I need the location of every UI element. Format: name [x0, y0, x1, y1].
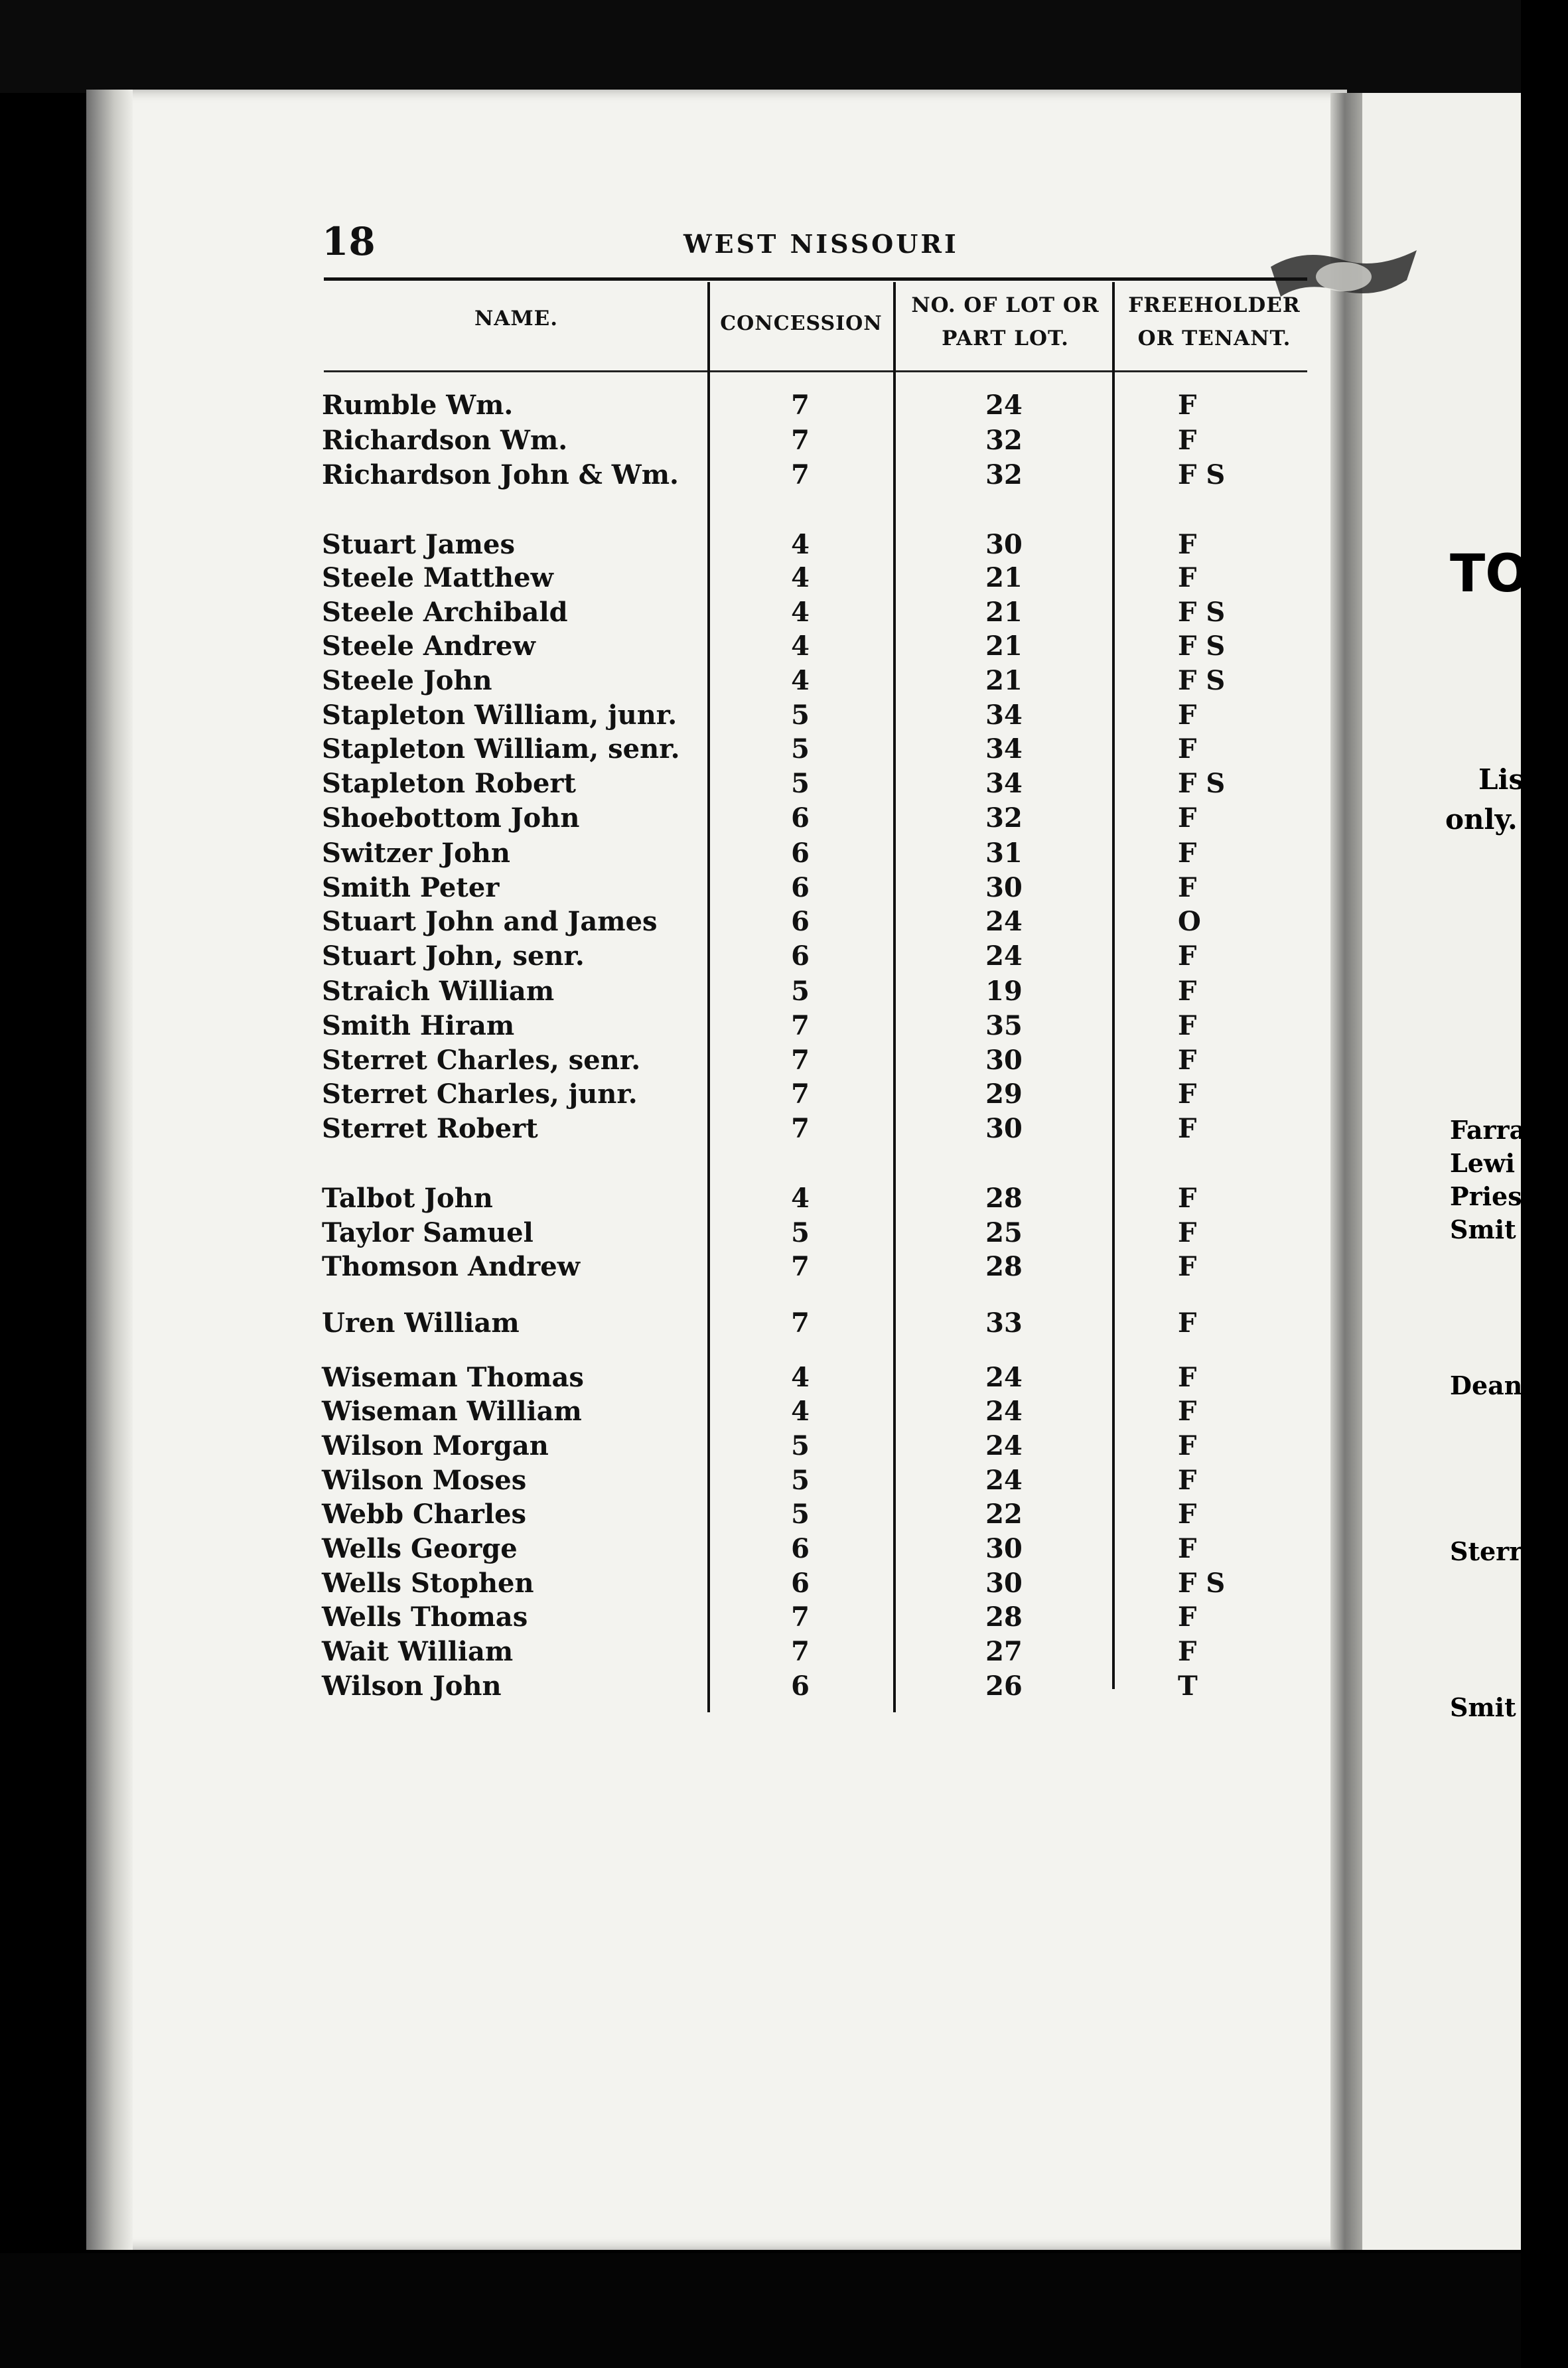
cell-concession: 5	[791, 768, 810, 799]
table-row	[0, 939, 1327, 974]
table-row	[0, 1216, 1327, 1250]
cell-lot: 33	[985, 1307, 1023, 1339]
cell-freeholder: F	[1178, 1078, 1197, 1110]
table-row	[0, 664, 1327, 698]
scan-background-top	[0, 0, 1521, 93]
cell-lot: 30	[985, 529, 1023, 560]
cell-freeholder: F	[1178, 976, 1197, 1007]
cell-freeholder: F	[1178, 733, 1197, 765]
column-header-name: NAME.	[474, 307, 559, 331]
cell-name: Wells George	[322, 1533, 518, 1564]
cell-concession: 4	[791, 665, 810, 696]
table-row	[0, 1181, 1327, 1216]
cell-name: Straich William	[322, 976, 555, 1007]
cell-name: Taylor Samuel	[322, 1217, 534, 1248]
binding-fold	[1330, 93, 1362, 2250]
table-row	[0, 1463, 1327, 1498]
facing-page-line1: Lis	[1478, 763, 1525, 796]
table-row	[0, 732, 1327, 767]
facing-page-heading: TOV	[1450, 544, 1568, 604]
cell-concession: 5	[791, 1465, 810, 1496]
facing-page-name: Dean	[1450, 1370, 1523, 1400]
cell-lot: 28	[985, 1183, 1023, 1214]
facing-page-name: Smit	[1450, 1692, 1516, 1722]
facing-page-name: Sterr	[1450, 1536, 1523, 1566]
cell-freeholder: F S	[1178, 630, 1226, 662]
cell-name: Wells Stophen	[322, 1568, 534, 1599]
table-row	[0, 974, 1327, 1009]
cell-freeholder: F	[1178, 838, 1197, 869]
cell-concession: 7	[791, 1636, 810, 1667]
table-row	[0, 801, 1327, 836]
cell-freeholder: T	[1178, 1670, 1198, 1702]
cell-freeholder: F	[1178, 425, 1197, 456]
cell-concession: 6	[791, 1670, 810, 1702]
cell-name: Shoebottom John	[322, 802, 580, 834]
cell-freeholder: F	[1178, 562, 1197, 593]
cell-name: Wilson Moses	[322, 1465, 527, 1496]
cell-lot: 24	[985, 940, 1023, 972]
table-row	[0, 1250, 1327, 1284]
cell-freeholder: F	[1178, 1045, 1197, 1076]
table-row	[0, 528, 1327, 562]
cell-lot: 24	[985, 906, 1023, 937]
column-header-concession: CONCESSION	[720, 312, 883, 335]
cell-concession: 4	[791, 1362, 810, 1393]
cell-freeholder: F	[1178, 1307, 1197, 1339]
cell-freeholder: F	[1178, 1362, 1197, 1393]
cell-name: Wells Thomas	[322, 1601, 528, 1633]
cell-concession: 7	[791, 1601, 810, 1633]
table-row	[0, 1112, 1327, 1146]
cell-name: Wilson John	[322, 1670, 502, 1702]
table-row	[0, 871, 1327, 905]
column-header-lot	[896, 289, 1115, 355]
facing-page-name: Pries	[1450, 1181, 1522, 1211]
cell-freeholder: F	[1178, 1636, 1197, 1667]
cell-freeholder: F	[1178, 1396, 1197, 1427]
cell-lot: 25	[985, 1217, 1023, 1248]
table-row	[0, 1043, 1327, 1078]
cell-name: Steele Andrew	[322, 630, 535, 662]
cell-lot: 27	[985, 1636, 1023, 1667]
cell-lot: 30	[985, 1045, 1023, 1076]
table-row	[0, 767, 1327, 801]
cell-freeholder: F	[1178, 1010, 1197, 1041]
table-row	[0, 423, 1327, 458]
cell-concession: 4	[791, 597, 810, 628]
cell-concession: 5	[791, 1430, 810, 1461]
table-row	[0, 1306, 1327, 1341]
table-row	[0, 1600, 1327, 1635]
table-row	[0, 595, 1327, 630]
cell-lot: 28	[985, 1601, 1023, 1633]
cell-freeholder: F	[1178, 802, 1197, 834]
table-row	[0, 629, 1327, 664]
cell-freeholder: F	[1178, 1601, 1197, 1633]
cell-name: Stuart John, senr.	[322, 940, 585, 972]
table-row	[0, 698, 1327, 733]
cell-lot: 21	[985, 630, 1023, 662]
cell-lot: 32	[985, 802, 1023, 834]
cell-name: Steele Archibald	[322, 597, 568, 628]
cell-freeholder: F	[1178, 1113, 1197, 1144]
cell-name: Talbot John	[322, 1183, 493, 1214]
cell-lot: 31	[985, 838, 1023, 869]
table-row	[0, 1429, 1327, 1463]
cell-name: Steele John	[322, 665, 492, 696]
cell-lot: 32	[985, 425, 1023, 456]
cell-name: Uren William	[322, 1307, 520, 1339]
facing-page-line2: only.	[1445, 803, 1518, 836]
cell-concession: 4	[791, 529, 810, 560]
cell-freeholder: F S	[1178, 768, 1226, 799]
cell-name: Steele Matthew	[322, 562, 553, 593]
cell-concession: 5	[791, 1499, 810, 1530]
cell-concession: 6	[791, 802, 810, 834]
cell-name: Smith Peter	[322, 872, 500, 903]
cell-lot: 34	[985, 733, 1023, 765]
header-bottom-rule	[324, 370, 1307, 372]
table-row	[0, 561, 1327, 595]
cell-lot: 22	[985, 1499, 1023, 1530]
cell-name: Stuart John and James	[322, 906, 658, 937]
column-header-freeholder-line2: OR TENANT.	[1137, 327, 1291, 350]
cell-name: Richardson Wm.	[322, 425, 568, 456]
cell-freeholder: F	[1178, 1183, 1197, 1214]
cell-name: Sterret Charles, senr.	[322, 1045, 641, 1076]
cell-name: Thomson Andrew	[322, 1251, 581, 1282]
table-row	[0, 1009, 1327, 1043]
cell-freeholder: F S	[1178, 665, 1226, 696]
column-header-lot-line2: PART LOT.	[942, 327, 1069, 350]
cell-concession: 7	[791, 1045, 810, 1076]
cell-name: Stapleton Robert	[322, 768, 576, 799]
cell-concession: 4	[791, 1396, 810, 1427]
cell-name: Rumble Wm.	[322, 390, 514, 421]
cell-name: Richardson John & Wm.	[322, 459, 679, 490]
table-row	[0, 1077, 1327, 1112]
cell-lot: 28	[985, 1251, 1023, 1282]
column-header-lot-line1: NO. OF LOT OR	[911, 293, 1100, 317]
cell-freeholder: F	[1178, 1217, 1197, 1248]
cell-concession: 7	[791, 1113, 810, 1144]
cell-lot: 21	[985, 562, 1023, 593]
cell-concession: 6	[791, 940, 810, 972]
cell-lot: 24	[985, 1362, 1023, 1393]
cell-lot: 21	[985, 665, 1023, 696]
cell-concession: 7	[791, 1251, 810, 1282]
cell-name: Switzer John	[322, 838, 510, 869]
cell-concession: 6	[791, 1568, 810, 1599]
cell-lot: 24	[985, 390, 1023, 421]
facing-page-name: Farra	[1450, 1115, 1526, 1145]
table-row	[0, 836, 1327, 871]
cell-freeholder: F	[1178, 1533, 1197, 1564]
cell-name: Wiseman William	[322, 1396, 582, 1427]
table-row	[0, 1394, 1327, 1429]
cell-name: Stuart James	[322, 529, 515, 560]
cell-lot: 24	[985, 1465, 1023, 1496]
cell-freeholder: F	[1178, 700, 1197, 731]
cell-freeholder: F S	[1178, 459, 1226, 490]
cell-name: Webb Charles	[322, 1499, 527, 1530]
table-row	[0, 1361, 1327, 1395]
header-top-rule	[324, 277, 1307, 281]
cell-freeholder: F	[1178, 940, 1197, 972]
cell-concession: 7	[791, 1078, 810, 1110]
cell-concession: 5	[791, 733, 810, 765]
cell-concession: 7	[791, 425, 810, 456]
cell-lot: 24	[985, 1430, 1023, 1461]
cell-concession: 6	[791, 838, 810, 869]
cell-lot: 21	[985, 597, 1023, 628]
column-header-freeholder-line1: FREEHOLDER	[1128, 293, 1301, 317]
cell-concession: 5	[791, 976, 810, 1007]
cell-freeholder: F	[1178, 1499, 1197, 1530]
table-row	[0, 1532, 1327, 1566]
table-row	[0, 1566, 1327, 1601]
cell-concession: 7	[791, 1307, 810, 1339]
cell-concession: 4	[791, 562, 810, 593]
cell-name: Stapleton William, junr.	[322, 700, 677, 731]
cell-concession: 5	[791, 1217, 810, 1248]
table-row	[0, 905, 1327, 939]
cell-concession: 4	[791, 630, 810, 662]
cell-lot: 32	[985, 459, 1023, 490]
cell-freeholder: O	[1178, 906, 1201, 937]
cell-freeholder: F	[1178, 529, 1197, 560]
cell-freeholder: F S	[1178, 1568, 1226, 1599]
cell-concession: 6	[791, 906, 810, 937]
cell-freeholder: F S	[1178, 597, 1226, 628]
page-number: 18	[322, 219, 376, 264]
cell-concession: 6	[791, 1533, 810, 1564]
cell-lot: 26	[985, 1670, 1023, 1702]
cell-concession: 5	[791, 700, 810, 731]
cell-freeholder: F	[1178, 872, 1197, 903]
cell-lot: 30	[985, 872, 1023, 903]
facing-page-name: Lewi	[1450, 1148, 1516, 1178]
cell-concession: 7	[791, 459, 810, 490]
cell-name: Wait William	[322, 1636, 514, 1667]
cell-lot: 30	[985, 1113, 1023, 1144]
facing-page-name: Smit	[1450, 1215, 1516, 1244]
page-title: WEST NISSOURI	[683, 229, 959, 259]
cell-name: Wiseman Thomas	[322, 1362, 584, 1393]
table-row	[0, 1669, 1327, 1704]
cell-name: Sterret Charles, junr.	[322, 1078, 638, 1110]
cell-freeholder: F	[1178, 1251, 1197, 1282]
column-header-freeholder	[1118, 289, 1311, 355]
cell-lot: 19	[985, 976, 1023, 1007]
table-row	[0, 1497, 1327, 1532]
scan-background-bottom	[0, 2253, 1521, 2368]
cell-lot: 34	[985, 768, 1023, 799]
cell-concession: 7	[791, 1010, 810, 1041]
cell-freeholder: F	[1178, 1430, 1197, 1461]
cell-lot: 29	[985, 1078, 1023, 1110]
table-row	[0, 458, 1327, 492]
cell-freeholder: F	[1178, 1465, 1197, 1496]
cell-name: Wilson Morgan	[322, 1430, 549, 1461]
table-row	[0, 388, 1327, 423]
cell-lot: 30	[985, 1533, 1023, 1564]
cell-name: Smith Hiram	[322, 1010, 515, 1041]
cell-freeholder: F	[1178, 390, 1197, 421]
table-row	[0, 1635, 1327, 1669]
cell-concession: 6	[791, 872, 810, 903]
cell-concession: 4	[791, 1183, 810, 1214]
cell-name: Stapleton William, senr.	[322, 733, 680, 765]
cell-lot: 34	[985, 700, 1023, 731]
cell-lot: 30	[985, 1568, 1023, 1599]
cell-lot: 24	[985, 1396, 1023, 1427]
cell-name: Sterret Robert	[322, 1113, 538, 1144]
cell-lot: 35	[985, 1010, 1023, 1041]
cell-concession: 7	[791, 390, 810, 421]
